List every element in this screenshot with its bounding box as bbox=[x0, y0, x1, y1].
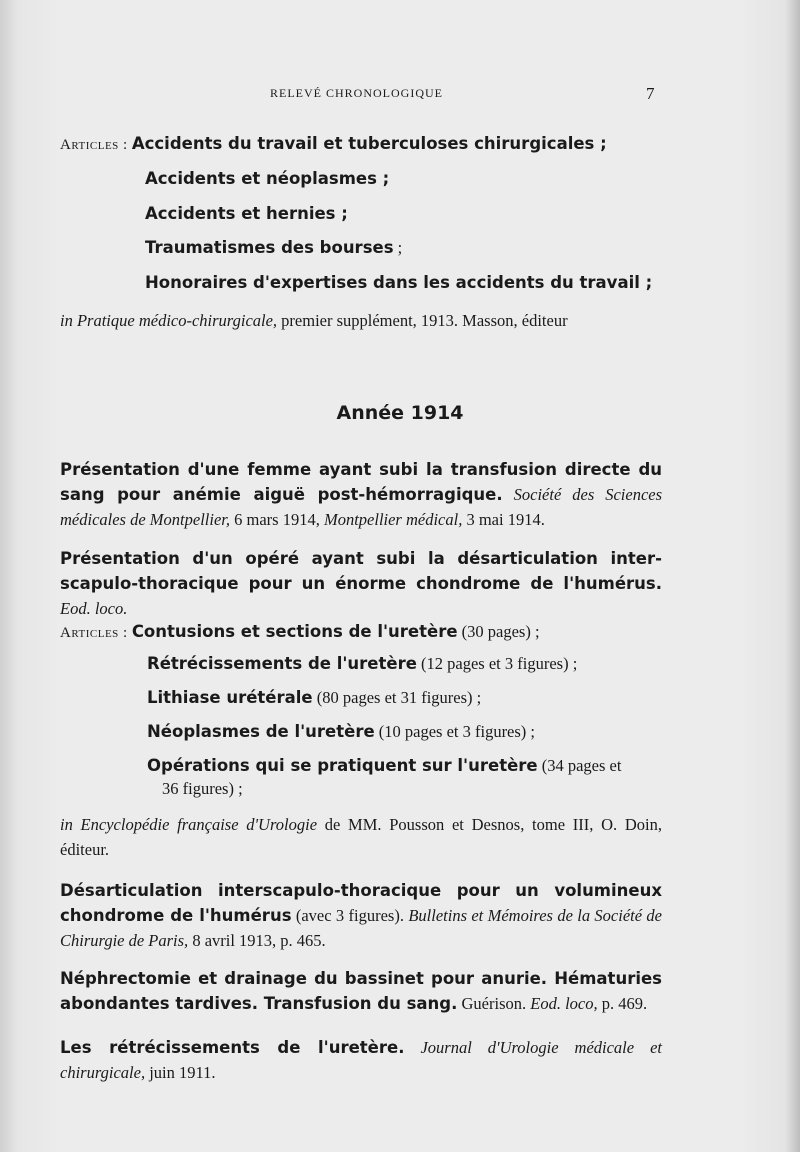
entry-source: Société des Sciences médicales de Montpellier, bbox=[60, 485, 663, 529]
article-title: Honoraires d'expertises dans les accidents du travail ; bbox=[145, 273, 653, 292]
source-citation-2 bbox=[60, 812, 662, 862]
entry-4 bbox=[60, 966, 662, 1016]
article-detail: (30 pages) ; bbox=[457, 622, 540, 641]
source-plain: premier supplément, 1913. Masson, éditeur bbox=[277, 311, 568, 330]
entry-journal: Montpellier médical, bbox=[323, 510, 463, 529]
entry-source: Eod. loco. bbox=[60, 599, 128, 618]
articles-list-2-item-5 bbox=[147, 754, 621, 778]
entry-detail: (avec 3 figures). bbox=[291, 906, 409, 925]
article-title: Traumatismes des bourses bbox=[145, 238, 394, 257]
articles-label: Articles : bbox=[60, 137, 128, 153]
entry-date: 6 mars 1914, bbox=[230, 510, 324, 529]
page-number: 7 bbox=[646, 84, 655, 103]
article-detail: (34 pages et bbox=[537, 756, 622, 775]
entry-source: Bulletins et Mémoires de la Société de Chirurgie de Paris, bbox=[60, 906, 662, 950]
entry-5 bbox=[60, 1035, 662, 1085]
article-title: Contusions et sections de l'uretère bbox=[131, 622, 458, 641]
articles-list-1-item-1 bbox=[60, 132, 607, 157]
entry-3 bbox=[60, 878, 662, 953]
article-detail: (12 pages et 3 figures) ; bbox=[416, 654, 578, 673]
articles-list-1-item-4 bbox=[145, 236, 402, 260]
articles-list-2-item-1 bbox=[60, 620, 540, 645]
entry-date: 8 avril 1913, p. 465. bbox=[188, 931, 326, 950]
article-detail-continued: 36 figures) ; bbox=[162, 779, 243, 798]
entry-2 bbox=[60, 546, 662, 621]
articles-list-2-item-2 bbox=[147, 652, 577, 676]
article-title: Accidents et néoplasmes ; bbox=[145, 169, 390, 188]
article-title: Opérations qui se pratiquent sur l'uretère bbox=[147, 756, 538, 775]
entry-date: juin 1911. bbox=[145, 1063, 216, 1082]
entry-title: Présentation d'un opéré ayant subi la désarticulation inter-scapulo-thoracique pour un énorme chondrome de l'humérus. bbox=[60, 549, 662, 593]
articles-list-2-item-4 bbox=[147, 720, 535, 744]
article-title: Néoplasmes de l'uretère bbox=[147, 722, 375, 741]
source-plain: de MM. Pousson et Desnos, tome III, O. Doin, éditeur. bbox=[60, 815, 662, 859]
article-title: Rétrécissements de l'uretère bbox=[147, 654, 417, 673]
entry-page: p. 469. bbox=[597, 994, 648, 1013]
running-title: RELEVÉ CHRONOLOGIQUE bbox=[270, 86, 443, 100]
source-italic: in Encyclopédie française d'Urologie bbox=[60, 815, 318, 834]
entry-detail: Guérison. bbox=[457, 994, 531, 1013]
articles-label: Articles : bbox=[60, 625, 128, 641]
article-title: Lithiase urétérale bbox=[147, 688, 313, 707]
article-title: Accidents et hernies ; bbox=[145, 204, 348, 223]
source-citation-1 bbox=[60, 309, 568, 333]
source-italic: in Pratique médico-chirurgicale, bbox=[60, 311, 278, 330]
year-heading: Année 1914 bbox=[336, 402, 464, 424]
item-punctuation: ; bbox=[393, 238, 403, 257]
article-detail: (10 pages et 3 figures) ; bbox=[374, 722, 536, 741]
entry-title: Désarticulation interscapulo-thoracique pour un volumineux chondrome de l'humérus bbox=[60, 881, 662, 925]
article-detail: (80 pages et 31 figures) ; bbox=[312, 688, 482, 707]
entry-title: Les rétrécissements de l'uretère. bbox=[60, 1038, 405, 1057]
article-title: Accidents du travail et tuberculoses chirurgicales ; bbox=[131, 134, 607, 153]
entry-title: Présentation d'une femme ayant subi la transfusion directe du sang pour anémie aiguë post-hémorragique. bbox=[60, 460, 662, 504]
entry-date: 3 mai 1914. bbox=[462, 510, 545, 529]
entry-title: Néphrectomie et drainage du bassinet pour anurie. Hématuries abondantes tardives. Transfusion du sang. bbox=[60, 969, 662, 1013]
articles-list-2-item-3 bbox=[147, 686, 481, 710]
entry-1 bbox=[60, 457, 662, 532]
entry-source: Eod. loco, bbox=[530, 994, 598, 1013]
entry-source: Journal d'Urologie médicale et chirurgicale, bbox=[60, 1038, 662, 1082]
